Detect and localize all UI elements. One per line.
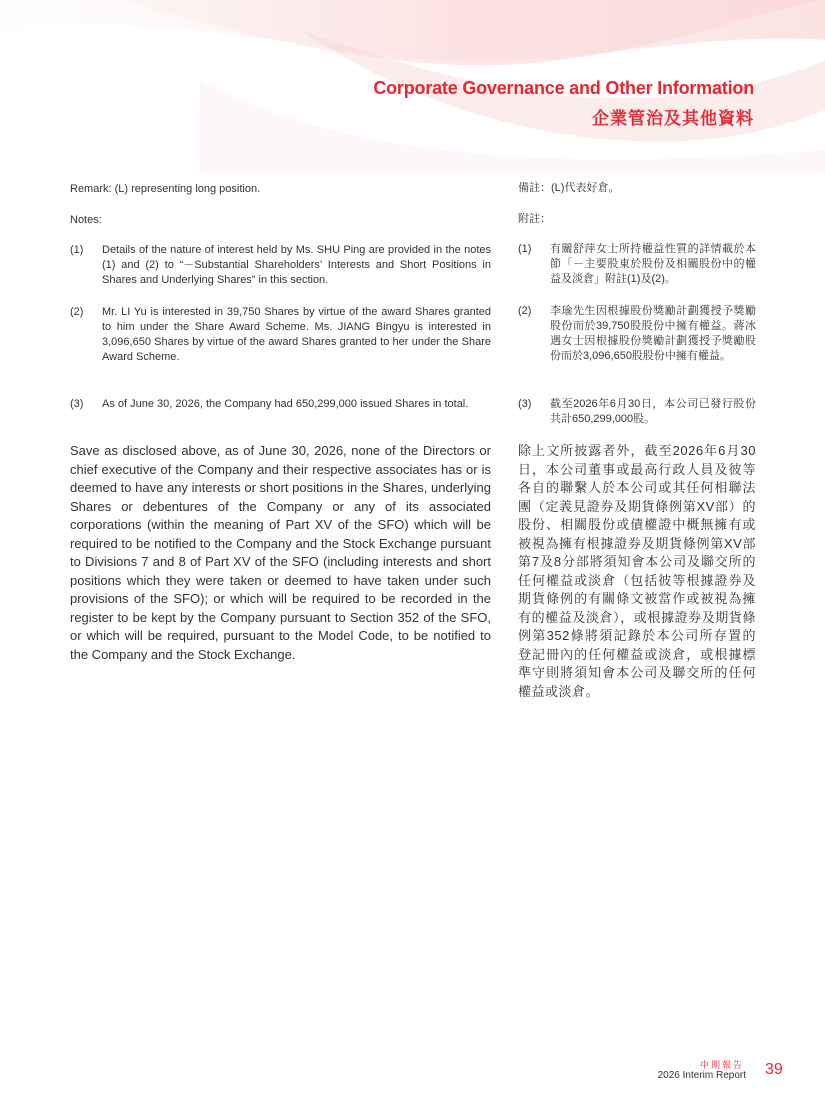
- note-number: (2): [518, 305, 532, 317]
- page-number: 39: [765, 1061, 783, 1078]
- disclosure-paragraph: Save as disclosed above, as of June 30, 2026, none of the Directors or chief executive of the Company and their respective associates has or is deemed to have any interests or short positions in the Shares, underlying Shares or debentures of the Company or any of its associated corporations (within the meaning of Part XV of the SFO) which will be required to be notified to the Company and the Stock Exchange pursuant to Divisions 7 and 8 of Part XV of the SFO (including interests and short positions which they were taken or deemed to have taken under such provisions of the SFO); or which will be required to be recorded in the register to be kept by the Company pursuant to Section 352 of the SFO, or which will be required, pursuant to the Model Code, to be notified to the Company and the Stock Exchange.: [70, 443, 491, 662]
- remark-text: 備註：(L)代表好倉。: [518, 182, 620, 194]
- section-title-zh: 企業管治及其他資料: [592, 109, 754, 128]
- note-text: 有關舒萍女士所持權益性質的詳情載於本節「－主要股東於股份及相關股份中的權益及淡倉」附註(1)及(2)。: [550, 243, 756, 285]
- note-number: (3): [70, 398, 84, 410]
- disclosure-paragraph: 除上文所披露者外，截至2026年6月30日，本公司董事或最高行政人員及彼等各自的聯繫人於本公司或其任何相聯法團（定義見證券及期貨條例第XV部）的股份、相關股份或債權證中概無擁有或被視為擁有根據證券及期貨條例第XV部第7及8分部將須知會本公司及聯交所的任何權益或淡倉（包括彼等根據證券及期貨條例的有關條文被當作或被視為擁有的權益及淡倉），或根據證券及期貨條例第352條將須記錄於本公司所存置的登記冊內的任何權益或淡倉，或根據標準守則將須知會本公司及聯交所的任何權益或淡倉。: [518, 443, 756, 699]
- note-text: Details of the nature of interest held by Ms. SHU Ping are provided in the notes (1) and (2) to “－Substantial Shareholders’ Interests and Short Positions in Shares and Underlying Shares” in this section.: [102, 244, 491, 286]
- chinese-column: [518, 0, 756, 1120]
- remark-text: Remark: (L) representing long position.: [70, 183, 261, 195]
- english-column: [70, 0, 491, 1120]
- footer-report-label-en: 2026 Interim Report: [657, 1070, 746, 1081]
- note-text: Mr. LI Yu is interested in 39,750 Shares by virtue of the award Shares granted to him under the Share Award Scheme. Ms. JIANG Bingyu is interested in 3,096,650 Shares by virtue of the award Shares granted to her under the Share Award Scheme.: [102, 306, 491, 363]
- note-number: (3): [518, 398, 532, 410]
- note-text: 李瑜先生因根據股份獎勵計劃獲授予獎勵股份而於39,750股股份中擁有權益。蔣冰遇女士因根據股份獎勵計劃獲授予獎勵股份而於3,096,650股股份中擁有權益。: [550, 305, 756, 362]
- note-text: As of June 30, 2026, the Company had 650,299,000 issued Shares in total.: [102, 398, 469, 410]
- notes-heading: Notes:: [70, 214, 102, 226]
- note-number: (2): [70, 306, 84, 318]
- section-title-en: Corporate Governance and Other Information: [373, 78, 754, 98]
- note-number: (1): [70, 244, 84, 256]
- footer-report-label-zh: 中期報告: [699, 1060, 744, 1070]
- note-text: 截至2026年6月30日，本公司已發行股份共計650,299,000股。: [550, 398, 756, 425]
- notes-heading: 附註：: [518, 213, 551, 225]
- note-number: (1): [518, 243, 532, 255]
